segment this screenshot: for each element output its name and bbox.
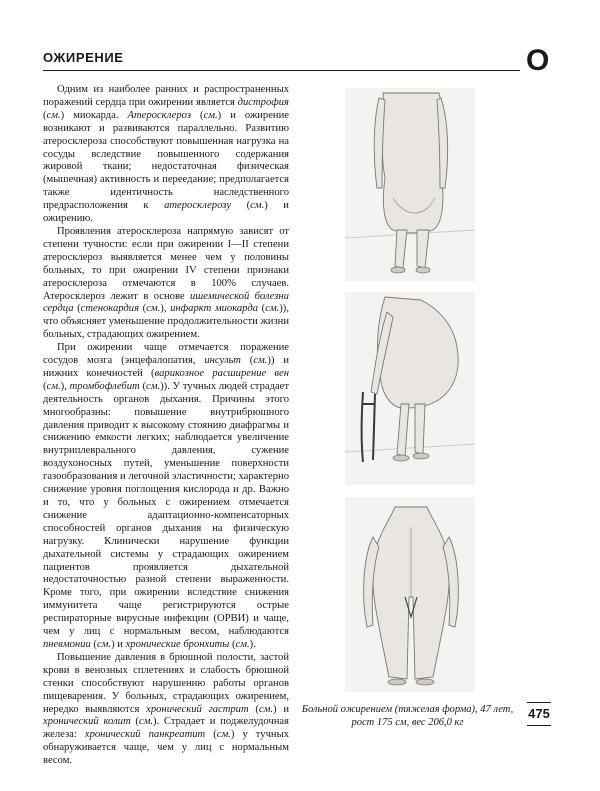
body-text-column — [43, 84, 289, 768]
italic-term: см. — [138, 716, 153, 728]
text-run: ), — [60, 380, 70, 392]
text-run: ( — [73, 303, 81, 315]
paragraph — [43, 84, 289, 226]
italic-term: см. — [96, 638, 112, 650]
italic-term: см. — [203, 109, 218, 121]
text-run: ) и — [273, 703, 289, 715]
running-header — [43, 48, 520, 71]
text-run: )). У тучных людей страдает деятельность органов дыхания. Причины этого многообразны: повышение внутрибрюшного давления приводит к высокому стоянию диафрагмы и снижению емкости легких; наблюдается увеличение внутриплеврального давления, сужение воздухоносных путей, уменьшение поверхности газообразования и легочной эластичности; характерно снижение уровня поглощения кислорода и др. Важно и то, что у больных с ожирением отмечается снижение адаптационно-компенсаторных способностей органов дыхания на физическую нагрузку. Клинически нарушение функции дыхательной системы у страдающих ожирением пациентов проявляется дыхательной недостаточностью разной степени выраженности. Кроме того, при ожирении вследствие снижения иммунитета чаще регистрируются острые респираторные вирусные инфекции (ОРВИ) и чаще, чем у лиц с нормальным весом, наблюдаются — [43, 380, 289, 638]
italic-term: см. — [250, 200, 265, 212]
text-run: При ожирении чаще отмечается поражение сосудов мозга (энцефалопатия, — [43, 342, 289, 367]
page-number: 475 — [528, 706, 550, 721]
text-run: ( — [43, 109, 47, 121]
italic-term: см. — [258, 703, 274, 715]
figure-side-view — [345, 292, 475, 485]
text-run: Одним из наиболее ранних и распространенных поражений сердца при ожирении является — [43, 84, 289, 108]
italic-term: см. — [146, 303, 161, 315]
text-run: ). Страдает и поджелудочная железа: — [43, 716, 289, 741]
text-run: ) и ожирению. — [43, 200, 289, 225]
italic-term: Атеросклероз — [127, 109, 191, 121]
back-view-drawing — [345, 497, 475, 692]
text-run: ) и ожирение возникают и развиваются параллельно. Развитию атеросклероза способствуют повышенная нагрузка на сосуды вследствие повышенного содержания жировой ткани; недостаточная физическая (мышечная) активность и переедание; предполагается также идентичность наследственного предрасположения к — [43, 109, 289, 212]
section-letter: О — [526, 44, 550, 77]
text-run: ( — [90, 638, 97, 650]
italic-term: см. — [265, 303, 280, 315]
figure-back-view — [345, 497, 475, 692]
caption-line-1: Больной ожирением (тяжелая форма), 47 лет, — [301, 704, 514, 715]
figure-front-view — [345, 88, 475, 281]
italic-term: хронический колит — [43, 716, 131, 728]
text-run: ( — [43, 380, 47, 392]
text-run: ( — [139, 303, 147, 315]
italic-term: дистрофия — [237, 96, 289, 108]
italic-term: ишемической болезни сердца — [43, 290, 289, 315]
text-run: ) у тучных обнаруживается чаще, чем у лиц с нормальным весом. — [43, 729, 289, 767]
italic-term: см. — [216, 729, 231, 741]
text-run: ( — [205, 729, 217, 741]
italic-term: стенокардия — [80, 303, 140, 315]
text-run: Проявления атеросклероза напрямую зависят от степени тучности: если при ожирении I—II степени атеросклероз выявляется менее чем у половины больных, то при ожирении IV степени признаки атеросклероза отмечаются в 100% случаев. Атеросклероз лежит в основе — [43, 225, 289, 302]
italic-term: инсульт — [204, 355, 241, 367]
text-run: ( — [231, 200, 251, 212]
paragraph — [43, 652, 289, 768]
italic-term: см. — [46, 380, 61, 392]
text-run: ( — [139, 380, 147, 392]
text-run: ( — [229, 638, 236, 650]
text-run: ( — [130, 716, 139, 728]
italic-term: атеросклерозу — [164, 200, 232, 212]
paragraph — [43, 342, 289, 652]
italic-term: хронический гастрит — [146, 703, 249, 715]
text-run: ( — [258, 303, 266, 315]
italic-term: инфаркт миокарда — [170, 303, 258, 315]
text-run: ), — [160, 303, 171, 315]
text-run: ( — [240, 355, 254, 367]
italic-term: пневмонии — [43, 638, 91, 650]
italic-term: см. — [253, 355, 268, 367]
text-run: ) и — [111, 638, 126, 650]
page-number-rule-bottom — [527, 725, 551, 726]
side-view-drawing — [345, 292, 475, 485]
caption-line-2: рост 175 см, вес 206,0 кг — [351, 717, 464, 728]
figure-caption — [300, 703, 515, 729]
text-run: Повышение давления в брюшной полости, застой крови в венозных сплетениях и слабость брюшной стенки способствуют нарушению работы органов пищеварения. У больных, страдающих ожирением, нередко выявляются — [43, 651, 289, 715]
text-run: ( — [190, 109, 204, 121]
header-title: ОЖИРЕНИЕ — [43, 50, 124, 65]
text-run: ( — [248, 703, 259, 715]
front-view-drawing — [345, 88, 475, 281]
text-run: ) миокарда. — [60, 109, 128, 121]
text-run: )) и нижних конечностей ( — [43, 355, 289, 379]
italic-term: тромбофлебит — [69, 380, 140, 392]
italic-term: хронический панкреатит — [84, 729, 206, 741]
italic-term: см. — [146, 380, 161, 392]
text-run: ). — [249, 638, 256, 650]
italic-term: варикозное расширение вен — [154, 367, 289, 379]
italic-term: см. — [46, 109, 61, 121]
italic-term: см. — [235, 638, 250, 650]
text-run: )), что объясняет уменьшение продолжительности жизни больных, страдающих ожирением. — [43, 303, 289, 341]
page-number-rule-top — [527, 702, 551, 703]
italic-term: хронические бронхиты — [125, 638, 230, 650]
paragraph — [43, 226, 289, 342]
